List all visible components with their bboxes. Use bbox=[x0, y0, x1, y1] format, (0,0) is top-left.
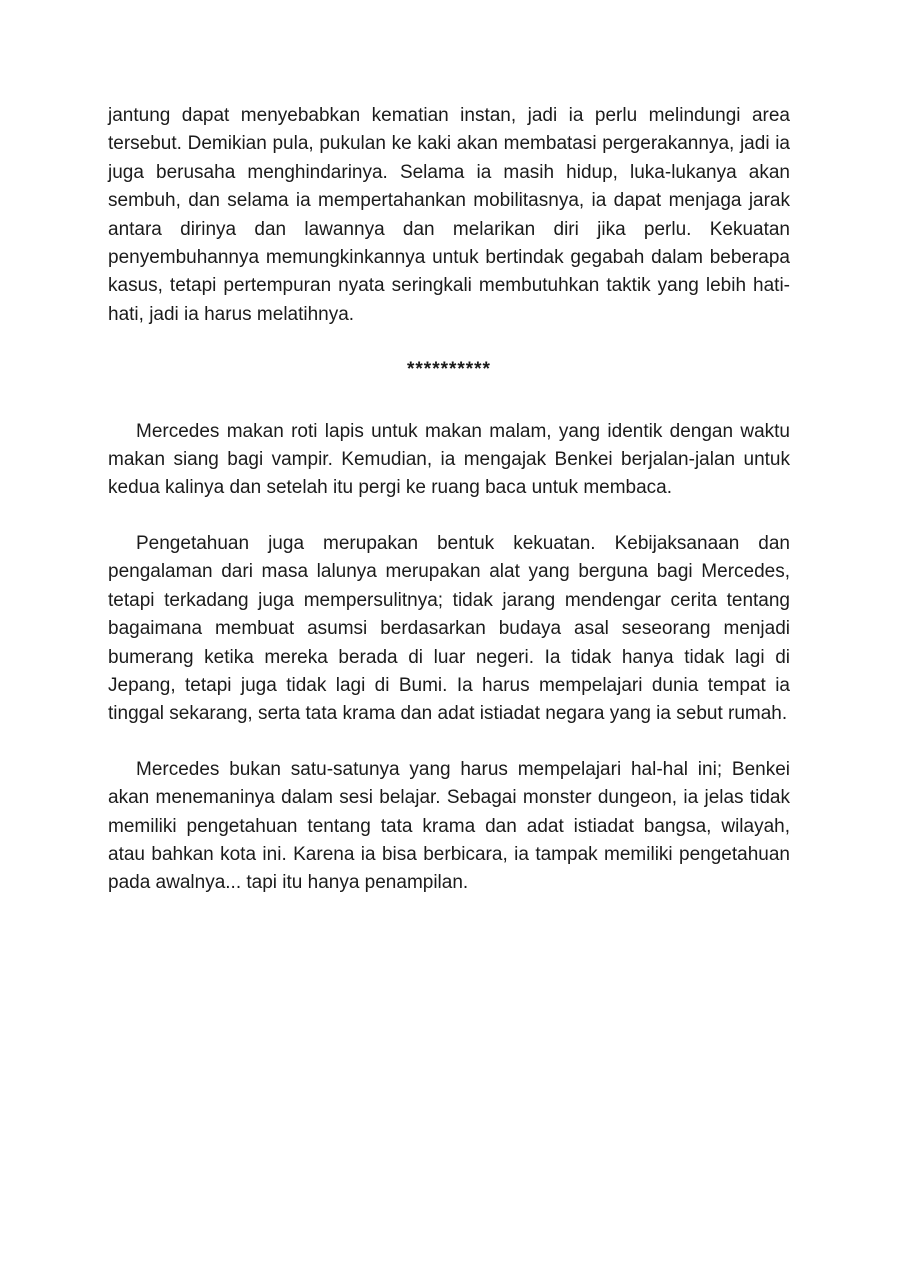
body-paragraph-continuation: jantung dapat menyebabkan kematian instan, jadi ia perlu melindungi area tersebut. Demikian pula, pukulan ke kaki akan membatasi pergerakannya, jadi ia juga berusaha menghindarinya. Selama ia masih hidup, luka-lukanya akan sembuh, dan selama ia mempertahankan mobilitasnya, ia dapat menjaga jarak antara dirinya dan lawannya dan melarikan diri jika perlu. Kekuatan penyembuhannya memungkinkannya untuk bertindak gegabah dalam beberapa kasus, tetapi pertempuran nyata seringkali membutuhkan taktik yang lebih hati-hati, jadi ia harus melatihnya. bbox=[108, 105, 790, 325]
body-paragraph-knowledge: Pengetahuan juga merupakan bentuk kekuatan. Kebijaksanaan dan pengalaman dari masa lalunya merupakan alat yang berguna bagi Mercedes, tetapi terkadang juga mempersulitnya; tidak jarang mendengar cerita tentang bagaimana membuat asumsi berdasarkan budaya asal seseorang menjadi bumerang ketika mereka berada di luar negeri. Ia tidak hanya tidak lagi di Jepang, tetapi juga tidak lagi di Bumi. Ia harus mempelajari dunia tempat ia tinggal sekarang, serta tata krama dan adat istiadat negara yang ia sebut rumah. bbox=[108, 532, 790, 725]
body-paragraph-study: Mercedes bukan satu-satunya yang harus mempelajari hal-hal ini; Benkei akan menemaninya dalam sesi belajar. Sebagai monster dungeon, ia jelas tidak memiliki pengetahuan tentang tata krama dan adat istiadat bangsa, wilayah, atau bahkan kota ini. Karena ia bisa berbicara, ia tampak memiliki pengetahuan pada awalnya... tapi itu hanya penampilan. bbox=[108, 758, 790, 894]
scene-break-separator: ********** bbox=[407, 359, 491, 381]
body-paragraph-dinner: Mercedes makan roti lapis untuk makan malam, yang identik dengan waktu makan siang bagi vampir. Kemudian, ia mengajak Benkei berjalan-jalan untuk kedua kalinya dan setelah itu pergi ke ruang baca untuk membaca. bbox=[108, 420, 790, 499]
